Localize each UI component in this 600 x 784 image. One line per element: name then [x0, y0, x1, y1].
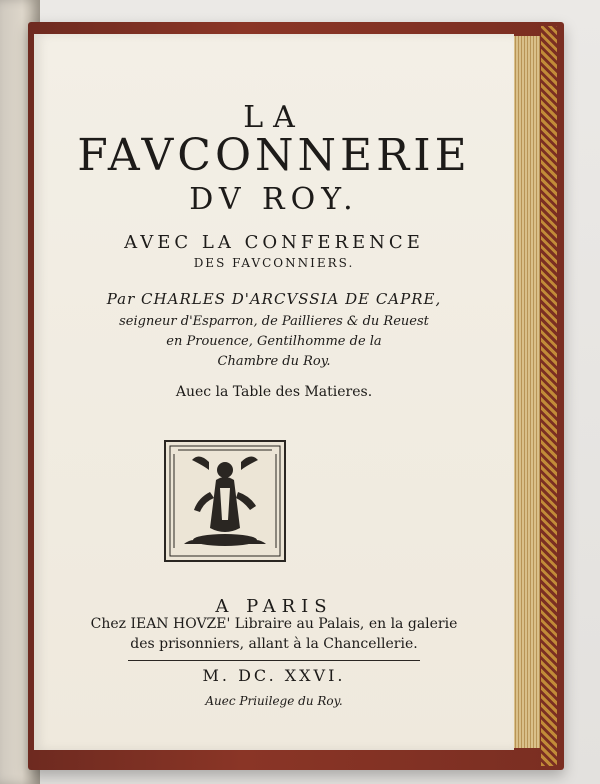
author-title-2: en Prouence, Gentilhomme de la [166, 334, 382, 349]
gilt-tooled-edge [541, 26, 557, 766]
imprint-rule [128, 660, 420, 661]
privilege-line: Auec Priuilege du Roy. [205, 694, 343, 708]
subtitle-des-fauconniers: DES FAVCONNIERS. [193, 256, 355, 270]
title-line-fauconnerie: FAVCONNERIE [77, 130, 471, 181]
author-title-1: seigneur d'Esparron, de Paillieres & du Reuest [119, 314, 429, 329]
title-line-la: LA [243, 100, 305, 135]
imprint-city: A PARIS [215, 596, 333, 617]
author-line: Par CHARLES D'ARCVSSIA DE CAPRE, [106, 290, 442, 308]
title-line-du-roy: DV ROY. [189, 182, 359, 217]
imprint-address: des prisonniers, allant à la Chancellerie. [130, 636, 418, 652]
page-block-edges [512, 36, 540, 748]
printers-device-woodcut-icon [164, 440, 286, 562]
table-des-matieres-line: Auec la Table des Matieres. [175, 384, 373, 400]
author-title-3: Chambre du Roy. [217, 354, 331, 369]
imprint-date: M. DC. XXVI. [202, 666, 346, 685]
imprint-publisher: Chez IEAN HOVZE' Libraire au Palais, en la galerie [90, 616, 458, 632]
subtitle-avec: AVEC LA CONFERENCE [124, 232, 424, 253]
